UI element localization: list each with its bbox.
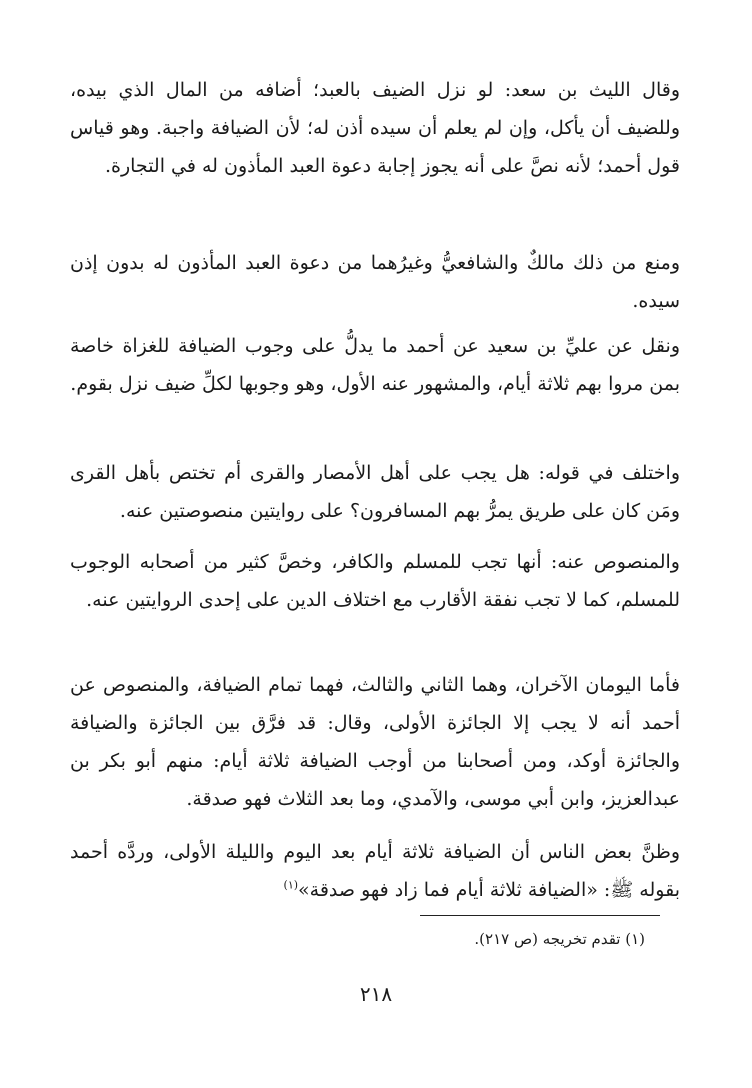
paragraph-7-text: وظنَّ بعض الناس أن الضيافة ثلاثة أيام بعد اليوم والليلة الأولى، وردَّه أحمد بقوله ﷺ: «الضيافة ثلاثة أيام فما زاد فهو صدقة» xyxy=(70,841,680,901)
paragraph-5: والمنصوص عنه: أنها تجب للمسلم والكافر، وخصَّ كثير من أصحابه الوجوب للمسلم، كما لا تجب نفقة الأقارب مع اختلاف الدين على إحدى الروايتين عنه. xyxy=(70,551,680,611)
footnote: (١) تقدم تخريجه (ص ٢١٧). xyxy=(474,930,645,948)
paragraph-2: ومنع من ذلك مالكٌ والشافعيُّ وغيرُهما من دعوة العبد المأذون له بدون إذن سيده. xyxy=(70,252,680,312)
footnote-divider xyxy=(420,915,660,916)
paragraph-6: فأما اليومان الآخران، وهما الثاني والثالث، فهما تمام الضيافة، والمنصوص عن أحمد أنه لا يجب إلا الجائزة الأولى، وقال: قد فرَّق بين الجائزة والضيافة والجائزة أوكد، ومن أصحابنا من أوجب الضيافة ثلاثة أيام: منهم أبو بكر بن عبدالعزيز، وابن أبي موسى، والآمدي، وما بعد الثلاث فهو صدقة. xyxy=(70,674,680,810)
paragraph-3: ونقل عن عليِّ بن سعيد عن أحمد ما يدلُّ على وجوب الضيافة للغزاة خاصة بمن مروا بهم ثلاثة أيام، والمشهور عنه الأول، وهو وجوبها لكلِّ ضيف نزل بقوم. xyxy=(70,335,680,395)
paragraph-7 xyxy=(70,833,680,909)
paragraph-1: وقال الليث بن سعد: لو نزل الضيف بالعبد؛ أضافه من المال الذي بيده، وللضيف أن يأكل، وإن لم يعلم أن سيده أذن له؛ لأن الضيافة واجبة. وهو قياس قول أحمد؛ لأنه نصَّ على أنه يجوز إجابة دعوة العبد المأذون له في التجارة. xyxy=(70,79,680,177)
paragraph-4: واختلف في قوله: هل يجب على أهل الأمصار والقرى أم تختص بأهل القرى ومَن كان على طريق يمرُّ بهم المسافرون؟ على روايتين منصوصتين عنه. xyxy=(70,462,680,522)
page-number: ٢١٨ xyxy=(359,982,393,1006)
footnote-reference: (١) xyxy=(283,878,299,892)
